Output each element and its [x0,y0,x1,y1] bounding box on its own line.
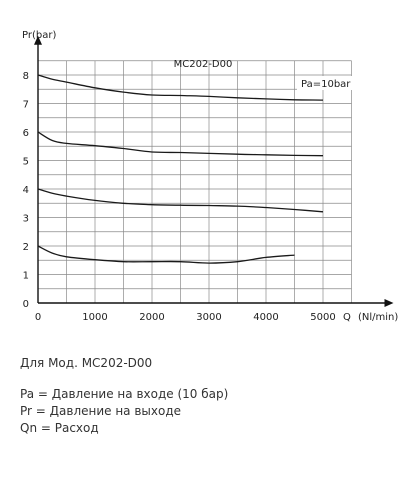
y-tick-label: 8 [22,71,29,82]
model-caption: Для Мод. MC202-D00 [20,356,153,370]
y-tick-label: 2 [22,242,29,253]
y-tick-label: 0 [22,299,29,310]
x-tick-label: 0 [34,312,42,323]
grid [38,61,352,303]
y-axis-label: Pr(bar) [22,30,57,41]
outlet-pressure-legend: Pr = Давление на выходе [20,404,182,418]
y-tick-label: 4 [22,185,29,196]
x-tick-label: 5000 [310,312,336,323]
y-tick-label: 5 [22,156,29,168]
inlet-pressure-legend: Pa = Давление на входе (10 бар) [20,387,229,401]
x-tick-label: 2000 [139,312,165,323]
y-tick-label: 6 [22,128,29,139]
x-axis-arrow [385,299,394,307]
x-tick-label: 3000 [196,312,222,323]
chart-title: MC202-D00 [173,59,233,70]
x-axis-label-q: Q [343,312,351,323]
y-tick-label: 3 [22,213,29,225]
y-tick-label: 1 [22,270,29,282]
x-tick-label: 1000 [82,312,108,323]
x-axis-label-units: (Nl/min) [358,312,399,323]
flow-legend: Qn = Расход [20,421,99,435]
inlet-pressure-annotation: Pa=10bar [301,79,351,90]
x-tick-label: 4000 [253,312,279,323]
y-tick-label: 7 [22,99,29,111]
